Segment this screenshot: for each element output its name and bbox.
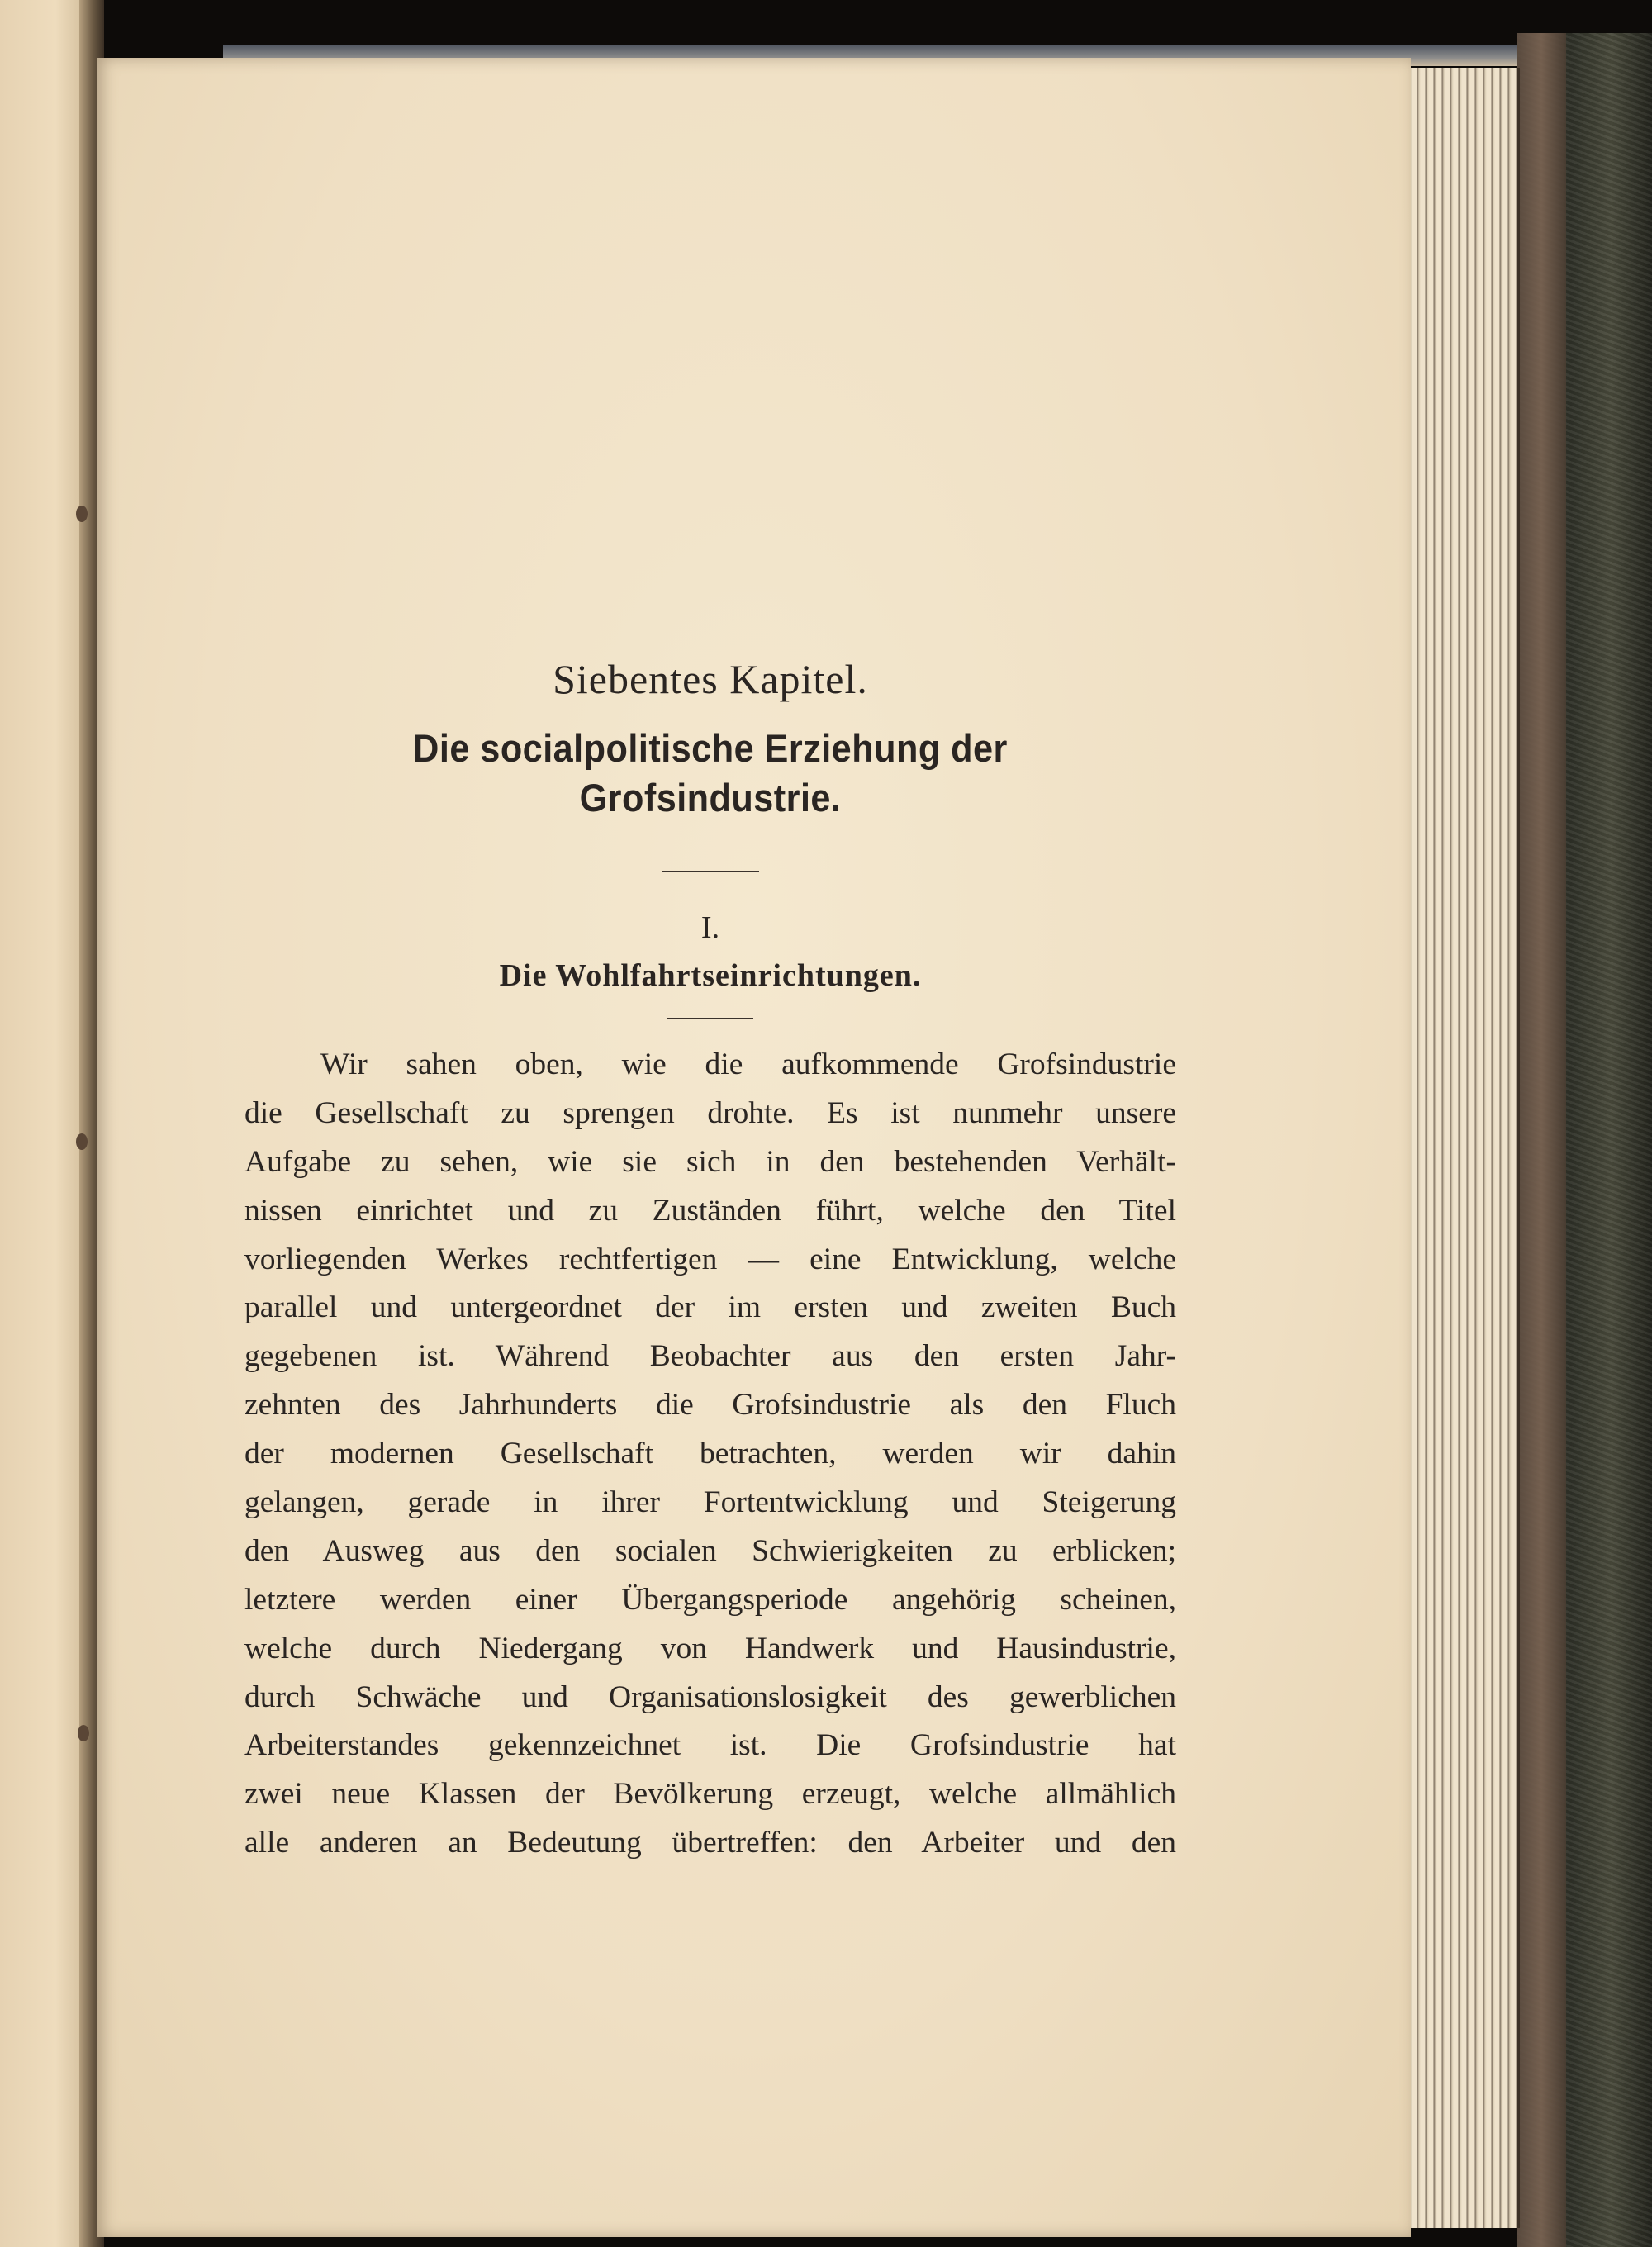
binding-thread-mark bbox=[78, 1725, 89, 1741]
text-line: gelangen, gerade in ihrer Fortentwicklung und Steigerung bbox=[244, 1485, 1176, 1520]
text-line: durch Schwäche und Organisationslosigkeit des gewerblichen bbox=[244, 1679, 1176, 1714]
page-text bbox=[244, 653, 1176, 1868]
text-line: welche durch Niedergang von Handwerk und Hausindustrie, bbox=[244, 1631, 1176, 1665]
text-line: parallel und untergeordnet der im ersten und zweiten Buch bbox=[244, 1290, 1176, 1325]
text-line: die Gesellschaft zu sprengen drohte. Es ist nunmehr unsere bbox=[244, 1095, 1176, 1130]
chapter-label: Siebentes Kapitel. bbox=[553, 656, 868, 702]
text-line: letztere werden einer Übergangsperiode angehörig scheinen, bbox=[244, 1582, 1176, 1617]
page-stack-edges bbox=[1404, 68, 1520, 2228]
text-line: zehnten des Jahrhunderts die Grofsindustrie als den Fluch bbox=[244, 1388, 1176, 1423]
text-line: vorliegenden Werkes rechtfertigen — eine Entwicklung, welche bbox=[244, 1242, 1176, 1276]
binding-thread-mark bbox=[76, 1133, 88, 1150]
text-line: der modernen Gesellschaft betrachten, werden wir dahin bbox=[244, 1437, 1176, 1471]
text-line: zwei neue Klassen der Bevölkerung erzeugt, welche allmählich bbox=[244, 1777, 1176, 1812]
section-title: Die Wohlfahrtseinrichtungen. bbox=[499, 958, 922, 993]
text-line: Wir sahen oben, wie die aufkommende Grofsindustrie bbox=[320, 1047, 1176, 1081]
text-line: nissen einrichtet und zu Zuständen führt, welche den Titel bbox=[244, 1193, 1176, 1228]
binding-thread-mark bbox=[76, 506, 88, 522]
text-line: gegebenen ist. Während Beobachter aus den ersten Jahr- bbox=[244, 1339, 1176, 1374]
body-paragraph bbox=[244, 1041, 1176, 1868]
section-number: I. bbox=[700, 910, 720, 945]
text-line: Aufgabe zu sehen, wie sie sich in den bestehenden Verhält- bbox=[244, 1144, 1176, 1179]
divider-rule bbox=[662, 871, 759, 872]
cover-board-edge bbox=[1517, 33, 1566, 2247]
divider-rule bbox=[667, 1018, 753, 1019]
text-line: alle anderen an Bedeutung übertreffen: den Arbeiter und den bbox=[244, 1826, 1176, 1860]
text-line: den Ausweg aus den socialen Schwierigkeiten zu erblicken; bbox=[244, 1533, 1176, 1568]
text-line: Arbeiterstandes gekennzeichnet ist. Die Grofsindustrie hat bbox=[244, 1728, 1176, 1763]
chapter-title: Die socialpolitische Erziehung der Grofsindustrie. bbox=[413, 726, 1008, 819]
